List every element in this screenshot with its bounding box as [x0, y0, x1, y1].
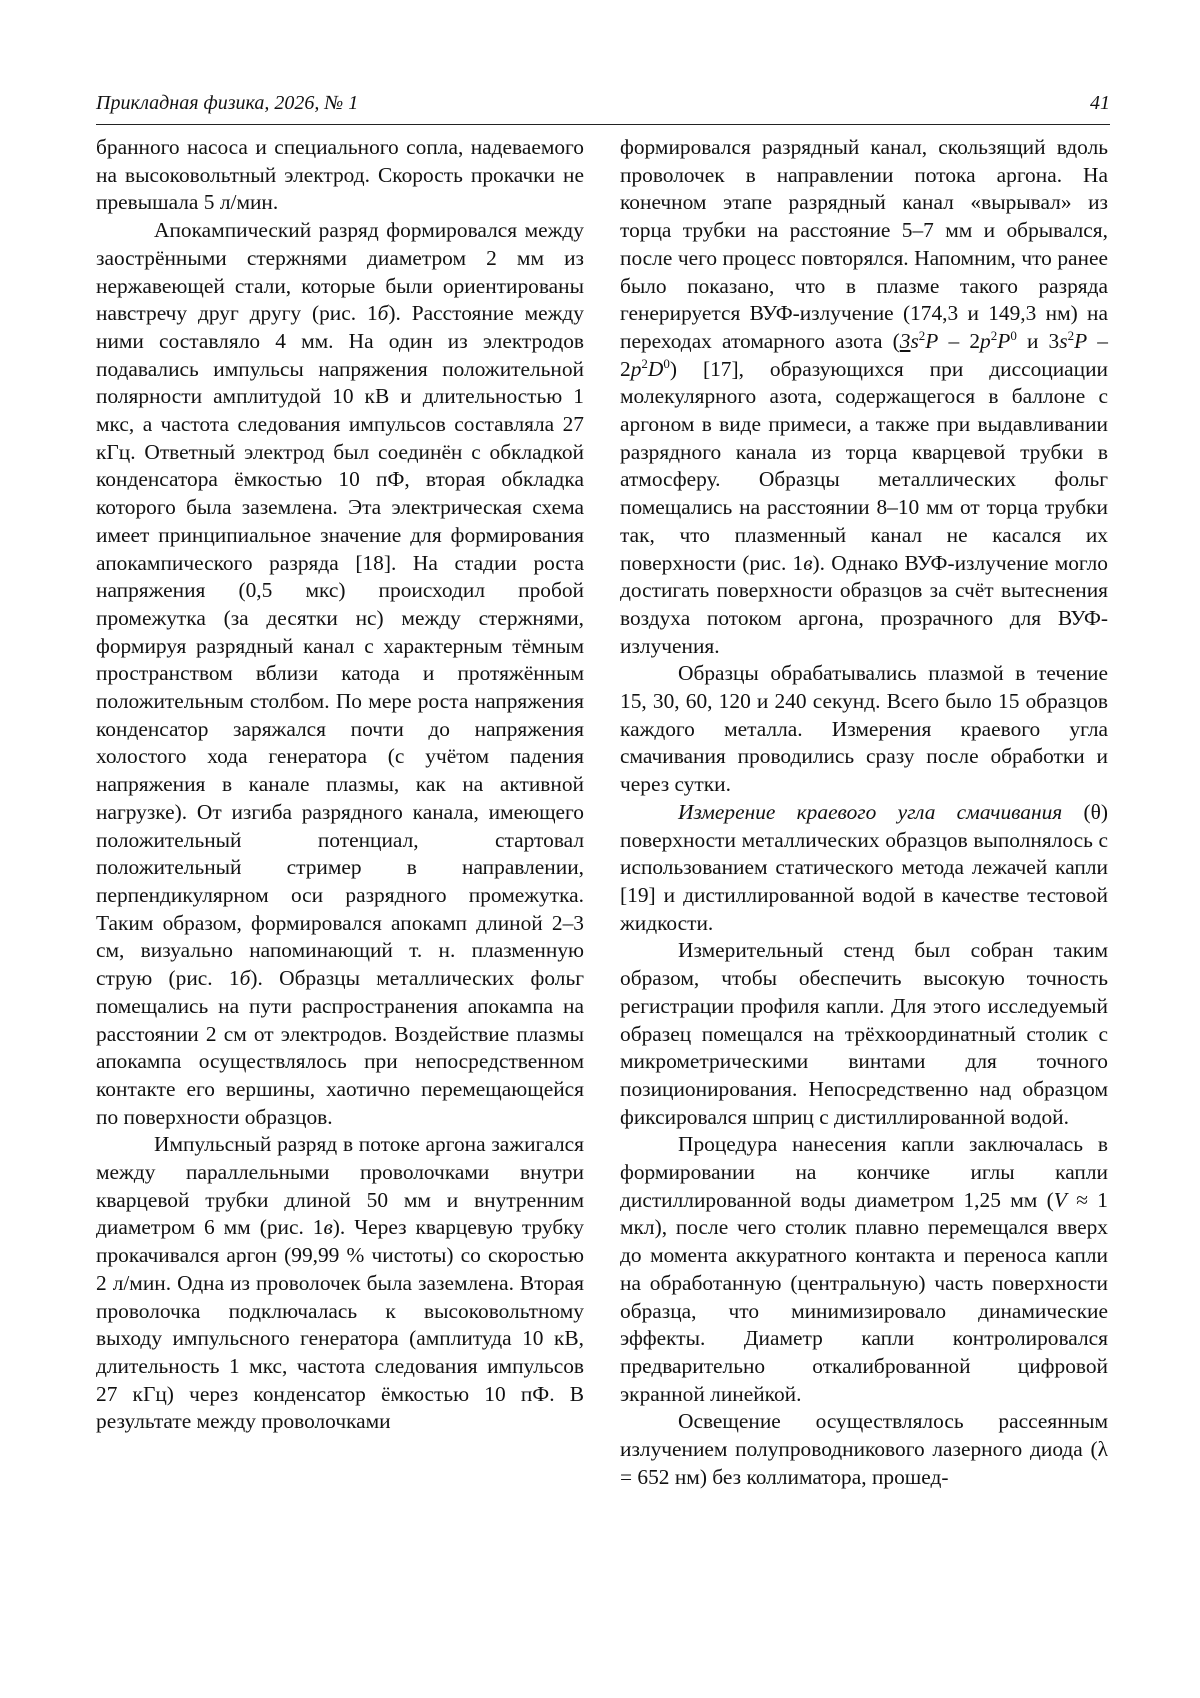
- left-column: [96, 134, 584, 1436]
- paragraph-pump: бранного насоса и специального сопла, надеваемого на высоковольтный электрод. Скорость прокачки не превышала 5 л/мин.: [96, 135, 584, 215]
- journal-title: Прикладная физика, 2026, № 1: [96, 92, 359, 114]
- paragraph-drop-procedure: Процедура нанесения капли заключалась в формировании на кончике иглы капли дистиллированной воды диаметром 1,25 мм (V ≈ 1 мкл), после чего столик плавно перемещался вверх до момента аккуратного контакта и переноса капли на обработанную (центральную) часть поверхности образца, что минимизировало динамические эффекты. Диаметр капли контролировался предварительно откалиброванной цифровой экранной линейкой.: [620, 1132, 1109, 1406]
- figure-ref-b: б: [239, 966, 251, 991]
- paragraph-apokamp-discharge: Апокампический разряд формировался между заострёнными стержнями диаметром 2 мм из нержавеющей стали, которые были ориентированы навстречу друг другу (рис. 1б). Расстояние между ними составляло 4 мм. На один из электродов подавались импульсы напряжения положительной полярности амплитудой 10 кВ и длительностью 1 мкс, а частота следования импульсов составляла 27 кГц. Ответный электрод был соединён с обкладкой конденсатора ёмкостью 10 пФ, вторая обкладка которого была заземлена. Эта электрическая схема имеет принципиальное значение для формирования апокампического разряда [18]. На стадии роста напряжения (0,5 мкс) происходил пробой промежутка (за десятки нс) между стержнями, формируя разрядный канал с характерным тёмным пространством вблизи катода и протяжённым положительным столбом. По мере роста напряжения конденсатор заряжался почти до напряжения холостого хода генератора (с учётом падения напряжения в канале плазмы, как на активной нагрузке). От изгиба разрядного канала, имеющего положительный потенциал, стартовал положительный стример в направлении, перпендикулярном оси разрядного промежутка. Таким образом, формировался апокамп длиной 2–3 см, визуально напоминающий т. н. плазменную струю (рис. 1б). Образцы металлических фольг помещались на пути распространения апокампа на расстоянии 2 см от электродов. Воздействие плазмы апокампа осуществлялось при непосредственном контакте его вершины, хаотично перемещающейся по поверхности образцов.: [96, 218, 584, 1129]
- figure-ref-b: б: [377, 301, 389, 326]
- figure-ref-v: в: [323, 1215, 333, 1240]
- formula-nitrogen-transitions: $3s^2P - 2p^2P^0$ и $3s^2P - 2p^2D^0$): [620, 327, 1108, 381]
- paragraph-argon-discharge: Импульсный разряд в потоке аргона зажигался между параллельными проволочками внутри кварцевой трубки длиной 50 мм и внутренним диаметром 6 мм (рис. 1в). Через кварцевую трубку прокачивался аргон (99,99 % чистоты) со скоростью 2 л/мин. Одна из проволочек была заземлена. Вторая проволочка подключалась к высоковольтному выходу импульсного генератора (амплитуда 10 кВ, длительность 1 мкс, частота следования импульсов 27 кГц) через конденсатор ёмкостью 10 пФ. В результате между проволочками: [96, 1132, 584, 1434]
- right-column: [620, 134, 1108, 1491]
- paragraph-illumination: Освещение осуществлялось рассеянным излучением полупроводникового лазерного диода (λ = 652 нм) без коллиматора, прошед-: [620, 1409, 1108, 1489]
- running-header: [96, 92, 1110, 120]
- subsection-heading: Измерение краевого угла смачивания: [678, 799, 1063, 824]
- paragraph-stand: Измерительный стенд был собран таким образом, чтобы обеспечить высокую точность регистрации профиля капли. Для этого исследуемый образец помещался на трёхкоординатный столик с микрометрическими винтами для точного позиционирования. Непосредственно над образцом фиксировался шприц с дистиллированной водой.: [620, 938, 1108, 1129]
- page-number: 41: [1090, 92, 1110, 114]
- paragraph-discharge-channel: формировался разрядный канал, скользящий вдоль проволочек в направлении потока аргона. На конечном этапе разрядный канал «вырывал» из торца трубки на расстояние 5–7 мм и обрывался, после чего процесс повторялся. Напомним, что ранее было показано, что в плазме такого разряда генерируется ВУФ-излучение (174,3 и 149,3 нм) на переходах атомарного азота ($3s^2P - 2p^2P^0$ и $3s^2P - 2p^2D^0$) [17], образующихся при диссоциации молекулярного азота, содержащегося в баллоне с аргоном в виде примеси, а также при выдавливании разрядного канала из торца кварцевой трубки в атмосферу. Образцы металлических фольг помещались на расстоянии 8–10 мм от торца трубки так, что плазменный канал не касался их поверхности (рис. 1в). Однако ВУФ-излучение могло достигать поверхности образцов за счёт вытеснения воздуха потоком аргона, прозрачного для ВУФ-излучения.: [620, 135, 1108, 658]
- figure-ref-v: в: [803, 550, 813, 575]
- paragraph-contact-angle: Измерение краевого угла смачивания (θ) поверхности металлических образцов выполнялось с использованием статического метода лежачей капли [19] и дистиллированной водой в качестве тестовой жидкости.: [620, 799, 1109, 935]
- paragraph-treatment: Образцы обрабатывались плазмой в течение 15, 30, 60, 120 и 240 секунд. Всего было 15 образцов каждого металла. Измерения краевого угла смачивания проводились сразу после обработки и через сутки.: [620, 661, 1108, 797]
- header-rule: [96, 124, 1110, 125]
